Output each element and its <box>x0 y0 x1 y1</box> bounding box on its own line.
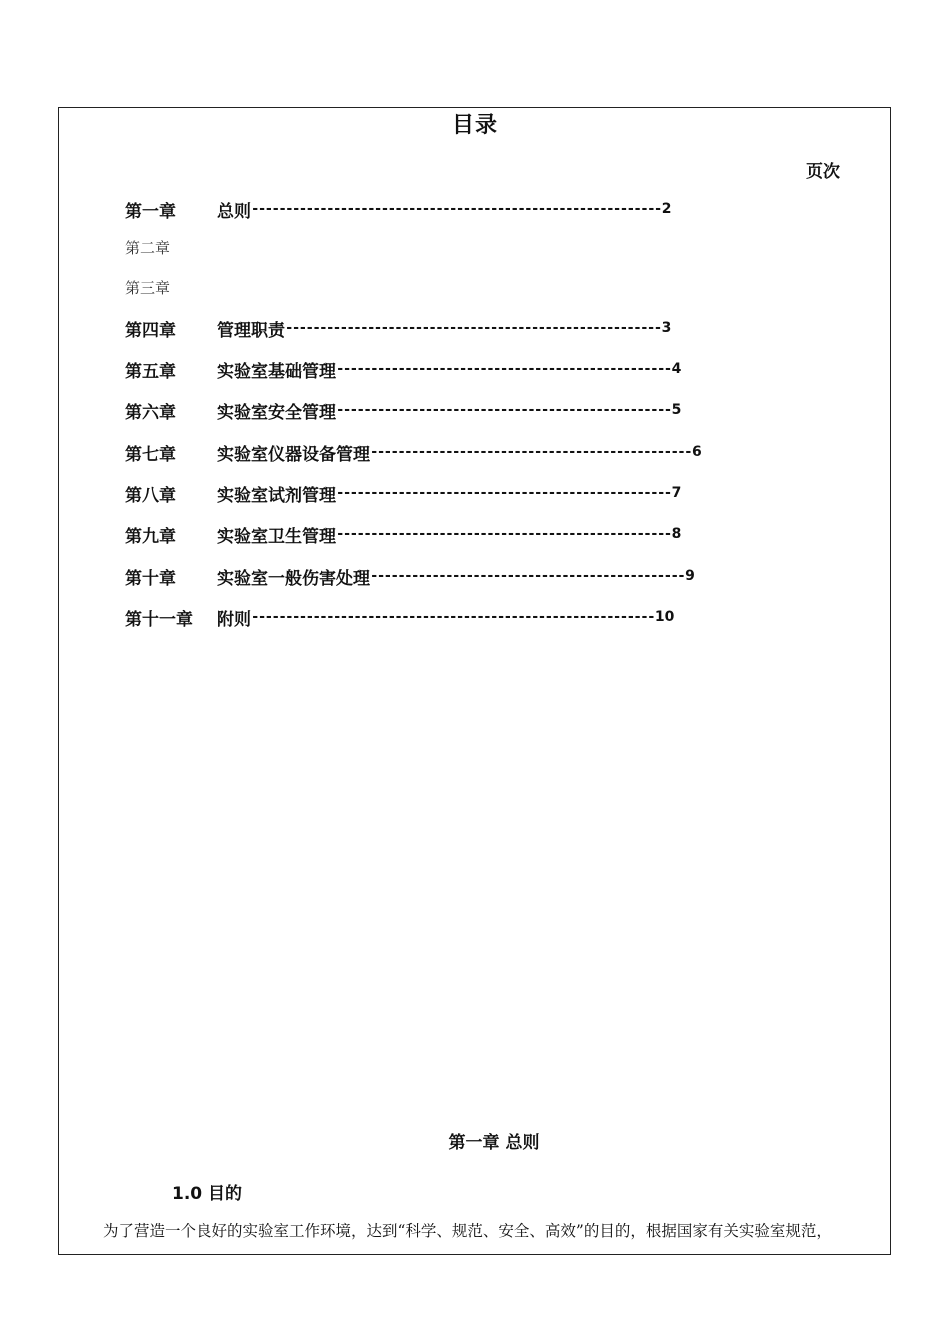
chapter-heading: 第一章 总则 <box>448 1133 540 1153</box>
toc-chapter-title: 实验室试剂管理 <box>217 485 336 506</box>
toc-chapter-number: 第九章 <box>125 526 176 547</box>
toc-page-number: 8 <box>671 526 682 542</box>
toc-entry <box>125 398 681 422</box>
toc-chapter-number: 第七章 <box>125 444 176 465</box>
toc-chapter-number: 第八章 <box>125 485 176 506</box>
toc-entry <box>125 197 671 221</box>
toc-chapter-number: 第五章 <box>125 361 176 382</box>
toc-page-number: 3 <box>661 320 672 336</box>
toc-chapter-title: 管理职责 <box>217 320 285 341</box>
toc-chapter-number: 第三章 <box>125 278 171 297</box>
toc-page-number: 6 <box>691 444 702 460</box>
toc-page-number: 4 <box>671 361 682 377</box>
toc-entry <box>125 481 681 505</box>
toc-chapter-number: 第二章 <box>125 238 171 257</box>
toc-page-number: 7 <box>671 485 682 501</box>
toc-entry <box>125 316 671 340</box>
toc-chapter-number: 第十章 <box>125 568 176 589</box>
toc-entry <box>125 564 695 588</box>
toc-leader: ------------------------------------------------- <box>336 361 671 377</box>
toc-entry <box>125 275 217 299</box>
page-column-label: 页次 <box>806 162 840 182</box>
toc-page-number: 9 <box>685 568 695 584</box>
section-heading: 1.0 目的 <box>172 1184 243 1204</box>
toc-leader: ------------------------------------------------------- <box>285 320 661 336</box>
toc-chapter-title: 实验室卫生管理 <box>217 526 336 547</box>
toc-page-number: 10 <box>654 609 675 625</box>
toc-chapter-number: 第四章 <box>125 320 176 341</box>
toc-chapter-title: 实验室基础管理 <box>217 361 336 382</box>
toc-chapter-title: 实验室一般伤害处理 <box>217 568 370 589</box>
toc-leader: ------------------------------------------------------------ <box>251 201 661 217</box>
toc-chapter-title: 附则 <box>217 609 251 630</box>
toc-leader: ------------------------------------------------- <box>336 485 671 501</box>
body-paragraph: 为了营造一个良好的实验室工作环境，达到“科学、规范、安全、高效”的目的，根据国家有关实验室规范， <box>103 1222 832 1240</box>
toc-entry <box>125 605 674 629</box>
toc-leader: ----------------------------------------------------------- <box>251 609 654 625</box>
toc-page-number: 2 <box>661 201 672 217</box>
toc-title: 目录 <box>451 113 498 138</box>
toc-entry <box>125 522 681 546</box>
toc-chapter-number: 第十一章 <box>125 609 193 630</box>
toc-chapter-number: 第六章 <box>125 402 176 423</box>
toc-entry <box>125 235 217 259</box>
toc-chapter-number: 第一章 <box>125 201 176 222</box>
toc-leader: ---------------------------------------------- <box>370 568 685 584</box>
toc-chapter-title: 总则 <box>217 201 251 222</box>
toc-page-number: 5 <box>671 402 682 418</box>
toc-entry <box>125 357 681 381</box>
toc-chapter-title: 实验室仪器设备管理 <box>217 444 370 465</box>
toc-entry <box>125 440 702 464</box>
toc-leader: ------------------------------------------------- <box>336 402 671 418</box>
toc-leader: ----------------------------------------------- <box>370 444 691 460</box>
toc-leader: ------------------------------------------------- <box>336 526 671 542</box>
toc-chapter-title: 实验室安全管理 <box>217 402 336 423</box>
